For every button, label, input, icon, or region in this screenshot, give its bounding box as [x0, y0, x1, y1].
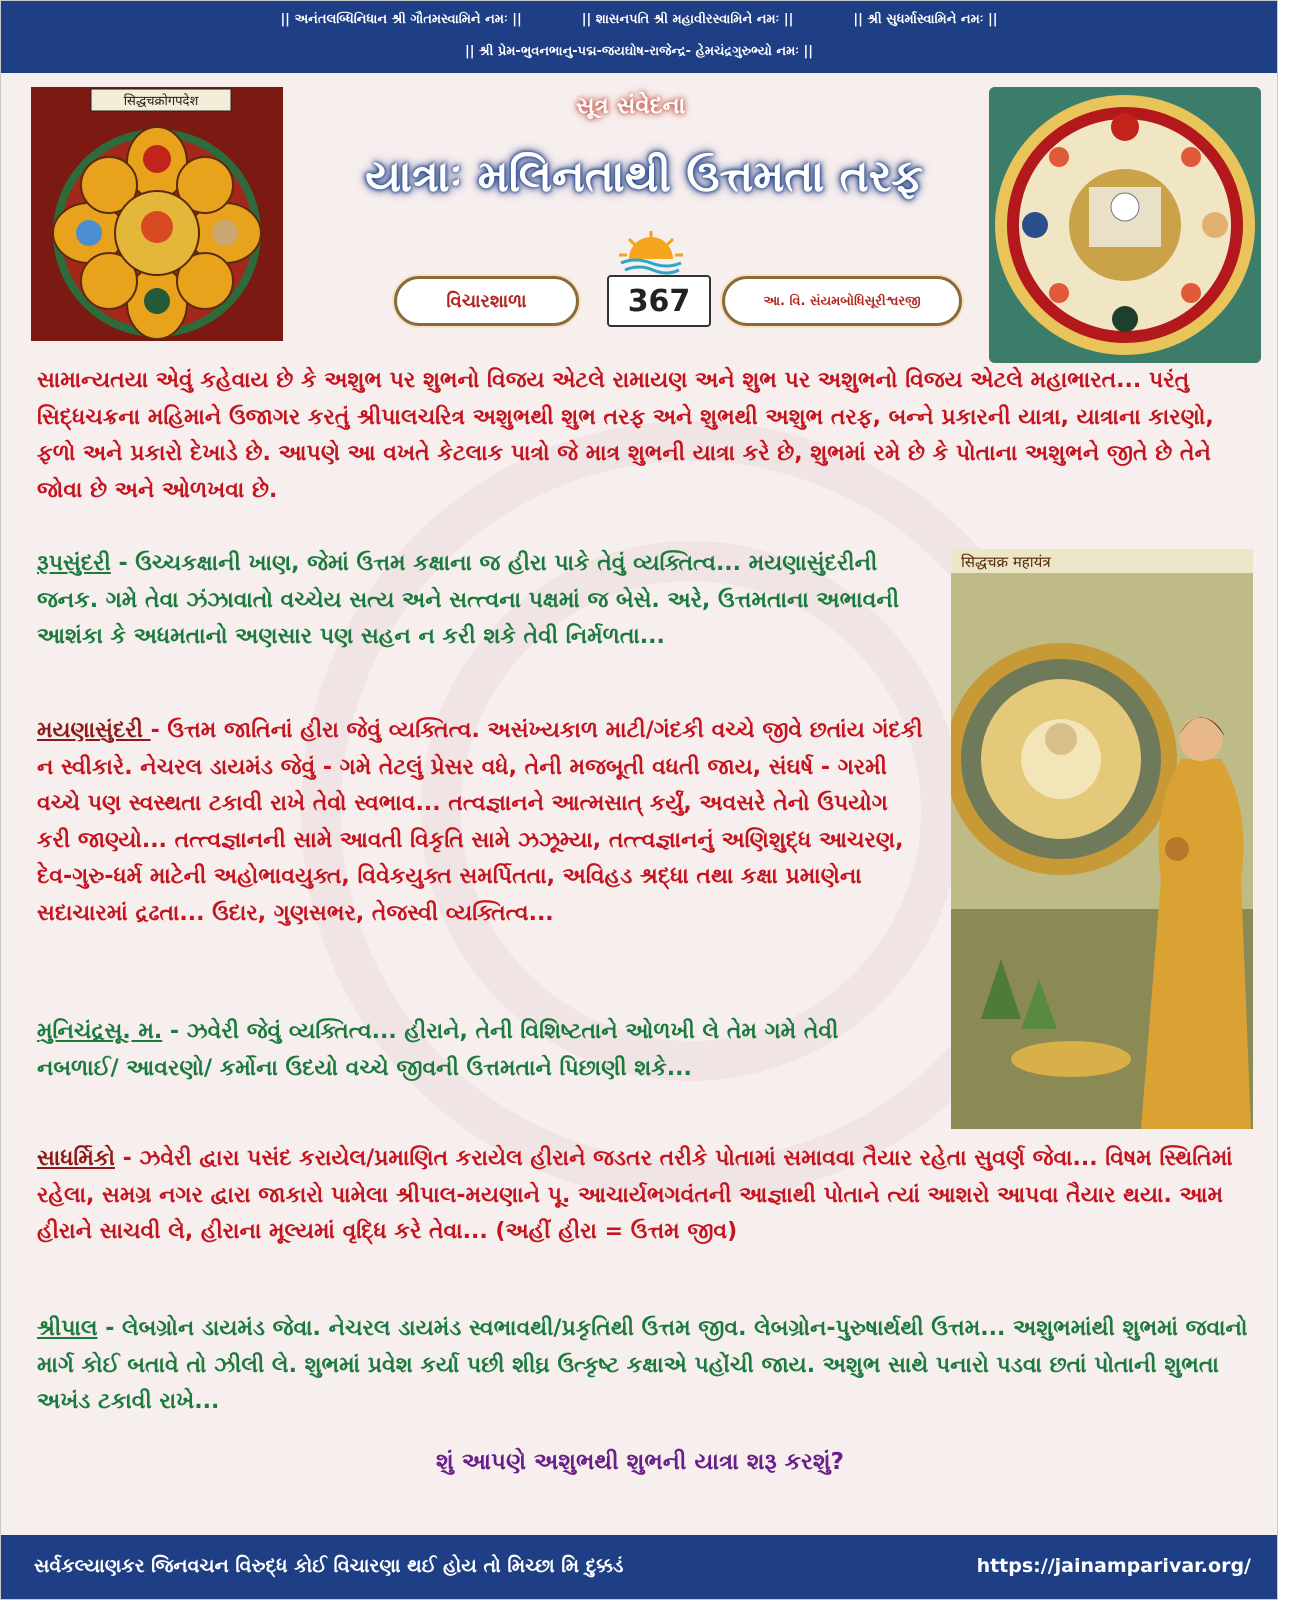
series-label: સૂત્ર સંવેદના: [576, 93, 686, 119]
section-munichandrasuri: [37, 1014, 927, 1087]
section-mayanasundari: [37, 713, 927, 932]
footer-apology: સર્વકલ્યાણકર જિનવચન વિરુદ્ધ કોઈ વિચારણા થઈ હોય તો મિચ્છા મિ દુક્કડં: [34, 1555, 624, 1577]
siddhachakra-image-left: [31, 87, 283, 341]
issue-number: 367: [607, 275, 711, 327]
section-heading-mayanasundari: મયણાસુંદરી: [37, 718, 151, 743]
sunrise-logo-icon: [615, 229, 687, 277]
section-rupsundari: [37, 546, 927, 656]
section-sadharmiko: [37, 1141, 1257, 1251]
header-banner: [1, 1, 1277, 73]
vicharshala-badge: વિચારશાળા: [394, 276, 579, 326]
page-title: યાત્રાઃ મલિનતાથી ઉત્તમતા તરફ: [365, 151, 923, 202]
siddhachakra-image-right: [989, 87, 1261, 363]
header-invocation-1: || અનંતલબ્ધિનિધાન શ્રી ગૌતમસ્વામિને નમઃ ||: [280, 12, 522, 27]
section-text-sadharmiko: - ઝવેરી દ્વારા પસંદ કરાયેલ/પ્રમાણિત કરાયેલ હીરાને જડતર તરીકે પોતામાં સમાવવા તૈયાર રહેતા સુવર્ણ જેવા... વિષમ સ્થિતિમાં રહેલા, સમગ્ર નગર દ્વારા જાકારો પામેલા શ્રીપાલ-મયણાને પૂ. આચાર્યભગવંતની આજ્ઞાથી પોતાને ત્યાં આશરો આપવા તૈયાર થયા. આમ હીરાને સાચવી લે, હીરાના મૂલ્યમાં વૃદ્ધિ કરે તેવા... (અહીં હીરા = ઉત્તમ જીવ): [37, 1146, 1233, 1244]
section-heading-sadharmiko: સાધર્મિકો: [37, 1146, 115, 1171]
header-invocation-3: || શ્રી સુધર્માસ્વામિને નમઃ ||: [853, 12, 998, 27]
section-text-munichandrasuri: - ઝવેરી જેવું વ્યક્તિત્વ... હીરાને, તેની વિશિષ્ટતાને ઓળખી લે તેમ ગમે તેવી નબળાઈ/ આવરણો/ કર્મોના ઉદયો વચ્ચે જીવની ઉત્તમતાને પિછાણી શકે...: [37, 1019, 839, 1081]
footer-website-link[interactable]: https://jainamparivar.org/: [976, 1555, 1251, 1577]
section-text-mayanasundari: - ઉત્તમ જાતિનાં હીરા જેવું વ્યક્તિત્વ. અસંખ્યકાળ માટી/ગંદકી વચ્ચે જીવે છતાંય ગંદકી ન સ્વીકારે. નેચરલ ડાયમંડ જેવું - ગમે તેટલું પ્રેસર વધે, તેની મજબૂતી વધતી જાય, સંઘર્ષ - ગરમી વચ્ચે પણ સ્વસ્થતા ટકાવી રાખે તેવો સ્વભાવ... તત્વજ્ઞાનને આત્મસાત્ કર્યું, અવસરે તેનો ઉપયોગ કરી જાણ્યો... તત્ત્વજ્ઞાનની સામે આવતી વિકૃતિ સામે ઝઝૂમ્યા, તત્ત્વજ્ઞાનનું અણિશુદ્ધ આચરણ, દેવ-ગુરુ-ધર્મ માટેની અહોભાવયુક્ત, વિવેકયુક્ત સમર્પિતતા, અવિહડ શ્રદ્ધા તથા કક્ષા પ્રમાણેના સદાચારમાં દ્રઢતા... ઉદાર, ગુણસભર, તેજસ્વી વ્યક્તિત્વ...: [37, 718, 923, 926]
section-text-rupsundari: - ઉચ્ચકક્ષાની ખાણ, જેમાં ઉત્તમ કક્ષાના જ હીરા પાકે તેવું વ્યક્તિત્વ... મયણાસુંદરીની જનક. ગમે તેવા ઝંઝાવાતો વચ્ચેય સત્ય અને સત્ત્વના પક્ષમાં જ બેસે. અરે, ઉત્તમતાના અભાવની આશંકા કે અધમતાનો અણસાર પણ સહન ન કરી શકે તેવી નિર્મળતા...: [37, 551, 900, 649]
closing-question: શું આપણે અશુભથી શુભની યાત્રા શરૂ કરશું?: [436, 1449, 844, 1475]
inset-image-caption: सिद्धचक्र महायंत्र: [961, 553, 1051, 571]
section-heading-rupsundari: રૂપસુંદરી: [37, 551, 111, 576]
mayanasundari-illustration: [951, 549, 1253, 1129]
section-heading-shripal: શ્રીપાલ: [37, 1316, 98, 1341]
intro-paragraph: સામાન્યતયા એવું કહેવાય છે કે અશુભ પર શુભનો વિજય એટલે રામાયણ અને શુભ પર અશુભનો વિજય એટલે મહાભારત... પરંતુ સિદ્ધચક્રના મહિમાને ઉજાગર કરતું શ્રીપાલચરિત્ર અશુભથી શુભ તરફ અને શુભથી અશુભ તરફ, બન્ને પ્રકારની યાત્રા, યાત્રાના કારણો, ફળો અને પ્રકારો દેખાડે છે. આપણે આ વખતે કેટલાક પાત્રો જે માત્ર શુભની યાત્રા કરે છે, શુભમાં રમે છે કે પોતાના અશુભને જીતે છે તેને જોવા છે અને ઓળખવા છે.: [37, 368, 1214, 503]
section-heading-munichandrasuri: મુનિચંદ્રસૂ. મ.: [37, 1019, 163, 1044]
section-shripal: [37, 1311, 1257, 1421]
author-badge: આ. વિ. સંયમબોધિસૂરીશ્વરજી: [722, 276, 962, 326]
header-invocation-2: || શાસનપતિ શ્રી મહાવીરસ્વામિને નમઃ ||: [581, 12, 794, 27]
footer-banner: [1, 1535, 1277, 1599]
left-image-caption: सिद्धचक्रोगपदेश: [123, 94, 199, 109]
header-invocation-4: || શ્રી પ્રેમ-ભુવનભાનુ-પદ્મ-જયઘોષ-રાજેન્દ્ર- હેમચંદ્રગુરુભ્યો નમઃ ||: [464, 44, 814, 59]
section-text-shripal: - લેબગ્રોન ડાયમંડ જેવા. નેચરલ ડાયમંડ સ્વભાવથી/પ્રકૃતિથી ઉત્તમ જીવ. લેબગ્રોન-પુરુષાર્થથી ઉત્તમ... અશુભમાંથી શુભમાં જવાનો માર્ગ કોઈ બતાવે તો ઝીલી લે. શુભમાં પ્રવેશ કર્યા પછી શીઘ્ર ઉત્કૃષ્ટ કક્ષાએ પહોંચી જાય. અશુભ સાથે પનારો પડવા છતાં પોતાની શુભતા અખંડ ટકાવી રાખે...: [37, 1316, 1248, 1414]
